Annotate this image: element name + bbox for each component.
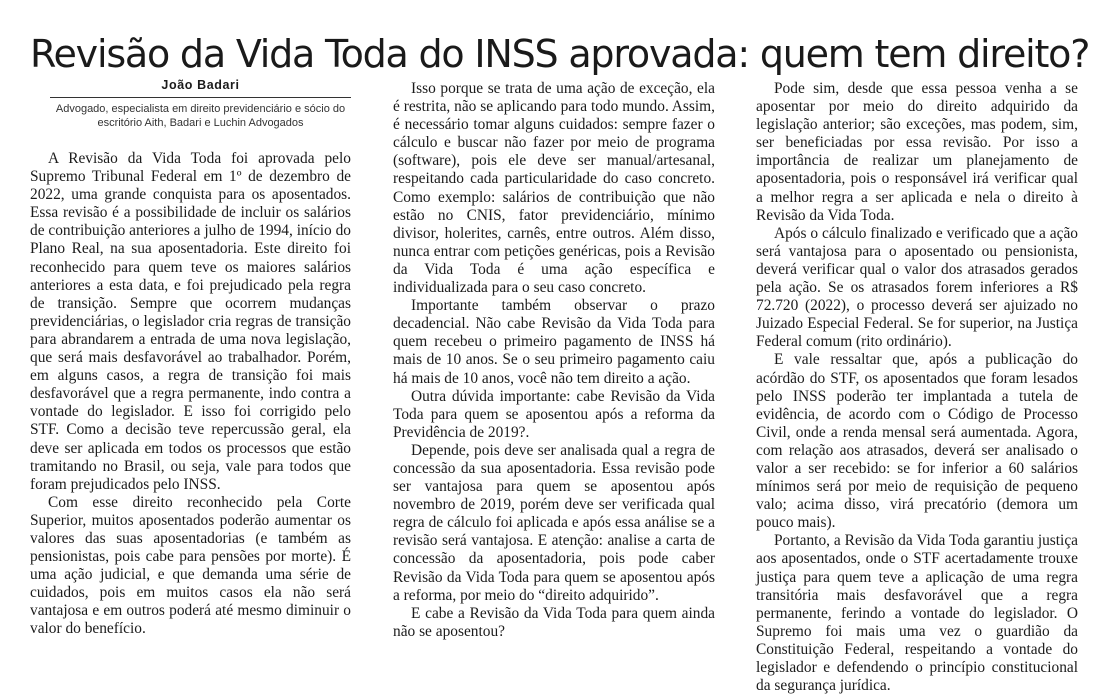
paragraph: Pode sim, desde que essa pessoa venha a se aposentar por meio do direito adquirido da legislação anterior; são exceções, mas podem, sim, ser beneficiadas por essa revisão. Por isso a importância de realizar um planejamento de aposentadoria, pois o responsável irá verificar qual a melhor regra a ser aplicada e nela o direito à Revisão da Vida Toda.	[756, 80, 1078, 224]
paragraph: Após o cálculo finalizado e verificado que a ação será vantajosa para o aposentado ou pensionista, deverá verificar qual o valor dos atrasados gerados pela ação. Se os atrasados forem inferiores a R$ 72.720 (2022), o processo deverá ser ajuizado no Juizado Especial Federal. Se for superior, na Justiça Federal comum (rito ordinário).	[756, 224, 1078, 351]
byline	[30, 78, 351, 130]
author-bio: Advogado, especialista em direito previdenciário e sócio do escritório Aith, Badari e Luchin Advogados	[55, 103, 346, 129]
paragraph: Depende, pois deve ser analisada qual a regra de concessão da sua aposentadoria. Essa revisão pode ser vantajosa para quem se aposentou após novembro de 2019, porém deve ser verificada qual regra de cálculo foi aplicada e após essa análise se a revisão será vantajosa. E atenção: analise a carta de concessão da aposentadoria, pois pode caber Revisão da Vida Toda para quem se aposentou após a reforma, por meio do “direito adquirido”.	[393, 441, 715, 604]
paragraph: E vale ressaltar que, após a publicação do acórdão do STF, os aposentados que foram lesados pelo INSS poderão ter implantada a tutela de evidência, de acordo com o Código de Processo Civil, onde a renda mensal será aumentada. Agora, com relação aos atrasados, deverá ser analisado o valor a ser recebido: se for inferior a 60 salários mínimos será por meio de requisição de pequeno valo; acima disso, virá precatório (demora um pouco mais).	[756, 351, 1078, 532]
article-column-3	[756, 80, 1078, 695]
paragraph: Importante também observar o prazo decadencial. Não cabe Revisão da Vida Toda para quem recebeu o primeiro pagamento de INSS há mais de 10 anos. Se o seu primeiro pagamento caiu há mais de 10 anos, você não tem direito a ação.	[393, 297, 715, 387]
paragraph: A Revisão da Vida Toda foi aprovada pelo Supremo Tribunal Federal em 1º de dezembro de 2022, uma grande conquista para os aposentados. Essa revisão é a possibilidade de incluir os salários de contribuição anteriores a julho de 1994, início do Plano Real, na sua aposentadoria. Este direito foi reconhecido para quem teve os maiores salários anteriores a esta data, e foi prejudicado pela regra de transição. Sempre que ocorrem mudanças previdenciárias, o legislador cria regras de transição para abrandarem a entrada de uma nova legislação, que será mais desfavorável ao trabalhador. Porém, em alguns casos, a regra de transição foi mais desfavorável que a regra permanente, indo contra a vontade do legislador. E isso foi corrigido pelo STF. Como a decisão teve repercussão geral, ela deve ser aplicada em todos os processos que estão tramitando no Brasil, ou seja, vale para todos que foram prejudicados pelo INSS.	[30, 150, 351, 493]
paragraph: Outra dúvida importante: cabe Revisão da Vida Toda para quem se aposentou após a reforma da Previdência de 2019?.	[393, 387, 715, 441]
article-column-2	[393, 80, 715, 641]
paragraph: Portanto, a Revisão da Vida Toda garantiu justiça aos aposentados, onde o STF acertadamente trouxe justiça para quem teve a aplicação de uma regra transitória mais desfavorável que a regra permanente, ferindo a vontade do legislador. O Supremo foi mais uma vez o guardião da Constituição Federal, respeitando a vontade do legislador e defendendo o princípio constitucional da segurança jurídica.	[756, 532, 1078, 695]
paragraph: Com esse direito reconhecido pela Corte Superior, muitos aposentados poderão aumentar os valores das suas aposentadorias (e também as pensionistas, pois cabe para pensões por morte). É uma ação judicial, e que demanda uma série de cuidados, pois em muitos casos ela não será vantajosa e em outros poderá até mesmo diminuir o valor do benefício.	[30, 493, 351, 638]
paragraph: E cabe a Revisão da Vida Toda para quem ainda não se aposentou?	[393, 604, 715, 640]
paragraph: Isso porque se trata de uma ação de exceção, ela é restrita, não se aplicando para todo mundo. Assim, é necessário tomar alguns cuidados: sempre fazer o cálculo e buscar não fazer por meio de programa (software), pois ele deve ser manual/artesanal, respeitando cada particularidade do caso concreto. Como exemplo: salários de contribuição que não estão no CNIS, fator previdenciário, mínimo divisor, holerites, carnês, entre outros. Além disso, nunca entrar com petições genéricas, pois a Revisão da Vida Toda é uma ação específica e individualizada para o seu caso concreto.	[393, 80, 715, 297]
author-name: João Badari	[50, 78, 351, 98]
article-headline: Revisão da Vida Toda do INSS aprovada: quem tem direito?	[30, 32, 1090, 77]
article-column-1	[30, 150, 351, 639]
